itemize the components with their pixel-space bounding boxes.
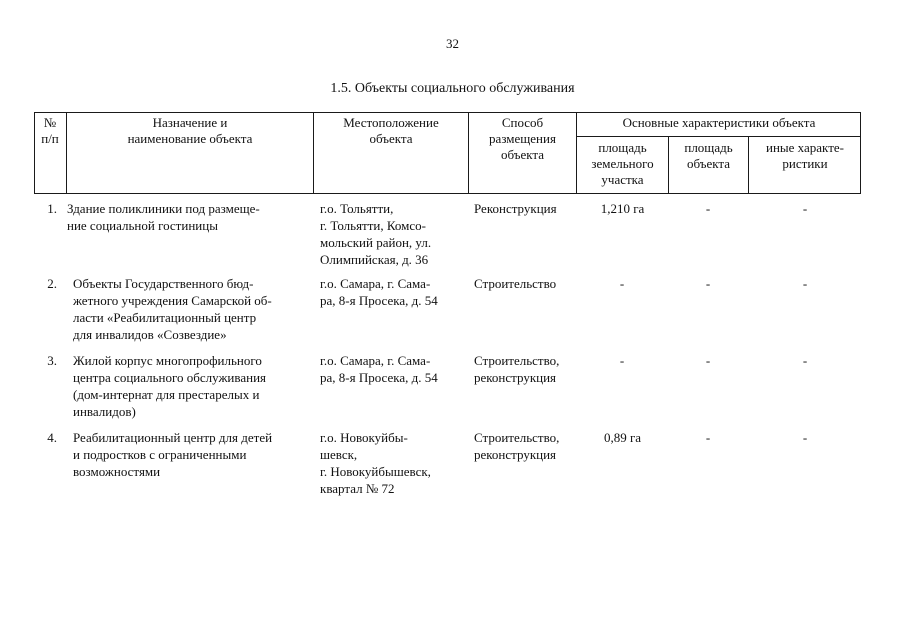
row-object-area: - [705, 276, 711, 291]
row-name: Здание поликлиники под размеще- ние социальной гостиницы [67, 201, 260, 233]
row-number: 2. [47, 276, 57, 291]
header-characteristics: Основные характеристики объекта [622, 115, 816, 130]
row-number: 1. [47, 201, 57, 216]
header-other: иные характе- ристики [766, 140, 844, 171]
page-number: 32 [446, 36, 459, 51]
row-number: 3. [47, 353, 57, 368]
row-location: г.о. Самара, г. Сама- ра, 8-я Просека, д. 54 [320, 276, 438, 308]
header-divider [576, 136, 861, 137]
row-name: Объекты Государственного бюд- жетного учреждения Самарской об- ласти «Реабилитационный центр для инвалидов «Созвездие» [73, 276, 272, 342]
row-method: Строительство [474, 276, 557, 291]
row-other: - [802, 201, 808, 216]
row-name: Жилой корпус многопрофильного центра социального обслуживания (дом-интернат для престарелых и инвалидов) [73, 353, 267, 419]
row-object-area: - [705, 201, 711, 216]
row-name: Реабилитационный центр для детей и подростков с ограниченными возможностями [73, 430, 273, 479]
header-num: № п/п [41, 115, 59, 146]
header-name: Назначение и наименование объекта [127, 115, 253, 146]
row-land-area: 1,210 га [600, 201, 645, 216]
row-other: - [802, 276, 808, 291]
header-object-area: площадь объекта [684, 140, 733, 171]
row-method: Строительство, реконструкция [474, 353, 560, 385]
row-location: г.о. Самара, г. Сама- ра, 8-я Просека, д. 54 [320, 353, 438, 385]
row-object-area: - [705, 430, 711, 445]
row-location: г.о. Новокуйбы- шевск, г. Новокуйбышевск, квартал № 72 [320, 430, 431, 496]
row-land-area: - [619, 353, 625, 368]
header-method: Способ размещения объекта [489, 115, 556, 162]
row-location: г.о. Тольятти, г. Тольятти, Комсо- мольский район, ул. Олимпийская, д. 36 [320, 201, 432, 267]
row-object-area: - [705, 353, 711, 368]
row-land-area: 0,89 га [603, 430, 642, 445]
row-number: 4. [47, 430, 57, 445]
row-other: - [802, 353, 808, 368]
row-method: Строительство, реконструкция [474, 430, 560, 462]
header-location: Местоположение объекта [343, 115, 439, 146]
section-title: 1.5. Объекты социального обслуживания [330, 81, 575, 96]
row-method: Реконструкция [474, 201, 557, 216]
row-land-area: - [619, 276, 625, 291]
row-other: - [802, 430, 808, 445]
header-land-area: площадь земельного участка [591, 140, 654, 187]
